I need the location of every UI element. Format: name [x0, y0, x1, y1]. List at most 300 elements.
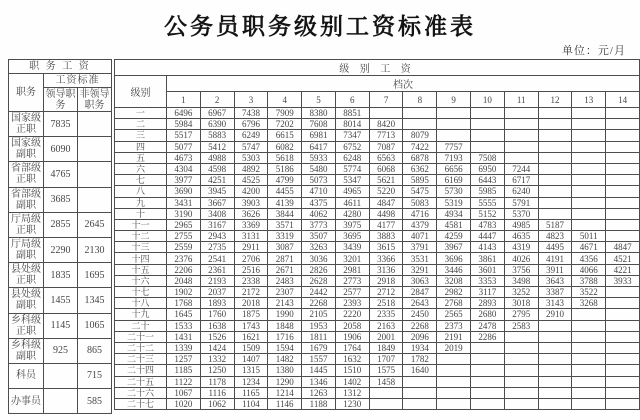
salary-value-cell: 7438 — [234, 108, 268, 119]
salary-value-cell — [538, 119, 572, 130]
salary-value-cell: 4598 — [200, 163, 234, 174]
salary-value-cell: 2373 — [437, 320, 471, 331]
salary-value-cell: 5083 — [403, 197, 437, 208]
leader-salary-cell: 7835 — [44, 112, 78, 137]
salary-value-cell: 3696 — [437, 253, 471, 264]
grade-label-cell: 十五 — [115, 264, 167, 275]
salary-value-cell: 3903 — [234, 197, 268, 208]
salary-value-cell: 2001 — [369, 331, 403, 342]
grade-label-cell: 二十三 — [115, 354, 167, 365]
salary-value-cell: 4892 — [234, 163, 268, 174]
salary-value-cell: 5480 — [302, 163, 336, 174]
salary-value-cell — [437, 365, 471, 376]
position-row — [9, 288, 112, 313]
position-name-cell: 办事员 — [9, 389, 44, 414]
salary-value-cell — [606, 130, 640, 141]
salary-value-cell: 2096 — [403, 331, 437, 342]
salary-value-cell: 2450 — [403, 309, 437, 320]
salary-value-cell: 1594 — [268, 342, 302, 353]
salary-value-cell: 2268 — [302, 298, 336, 309]
salary-value-cell — [471, 108, 505, 119]
salary-value-cell: 6878 — [403, 152, 437, 163]
col-header-standard: 工资标准 — [44, 74, 112, 88]
position-row — [9, 137, 112, 162]
salary-value-cell — [471, 398, 505, 409]
salary-value-cell: 4191 — [538, 253, 572, 264]
salary-value-cell — [606, 219, 640, 230]
salary-value-cell: 2768 — [437, 298, 471, 309]
salary-value-cell: 4379 — [403, 219, 437, 230]
tier-number-header: 5 — [302, 92, 336, 108]
salary-value-cell: 1315 — [234, 365, 268, 376]
salary-value-cell: 6496 — [167, 108, 201, 119]
salary-value-cell: 5730 — [437, 186, 471, 197]
salary-value-cell: 1146 — [268, 398, 302, 409]
position-table-body — [9, 112, 112, 414]
salary-value-cell: 5412 — [200, 141, 234, 152]
salary-value-cell: 2826 — [302, 264, 336, 275]
salary-value-cell: 1185 — [167, 365, 201, 376]
salary-value-cell: 1526 — [200, 331, 234, 342]
salary-value-cell — [504, 130, 538, 141]
salary-value-cell: 1332 — [200, 354, 234, 365]
salary-value-cell: 4304 — [167, 163, 201, 174]
salary-value-cell: 2541 — [200, 253, 234, 264]
salary-value-cell: 5303 — [234, 152, 268, 163]
salary-value-cell: 2206 — [167, 264, 201, 275]
salary-value-cell: 4635 — [504, 231, 538, 242]
nonleader-salary-cell: 585 — [78, 389, 112, 414]
salary-value-cell: 7202 — [268, 119, 302, 130]
salary-value-cell: 3522 — [572, 287, 606, 298]
salary-value-cell — [606, 298, 640, 309]
salary-value-cell: 5895 — [403, 175, 437, 186]
salary-value-cell: 5517 — [167, 130, 201, 141]
salary-value-cell: 1122 — [167, 376, 201, 387]
salary-value-cell — [572, 175, 606, 186]
salary-value-cell — [572, 208, 606, 219]
position-name-cell: 厅局级副职 — [9, 237, 44, 262]
position-name-cell: 乡科级正职 — [9, 313, 44, 338]
salary-value-cell: 4611 — [335, 197, 369, 208]
salary-value-cell: 2559 — [167, 242, 201, 253]
salary-value-cell: 1679 — [302, 342, 336, 353]
grade-label-cell: 十七 — [115, 287, 167, 298]
nonleader-salary-cell — [78, 187, 112, 212]
salary-value-cell: 2105 — [302, 309, 336, 320]
position-name-cell: 县处级正职 — [9, 263, 44, 288]
salary-value-cell: 2048 — [167, 275, 201, 286]
salary-value-cell: 1458 — [369, 376, 403, 387]
grade-label-cell: 九 — [115, 197, 167, 208]
salary-value-cell: 2847 — [403, 287, 437, 298]
salary-value-cell — [606, 309, 640, 320]
salary-value-cell: 3036 — [302, 253, 336, 264]
salary-value-cell — [504, 387, 538, 398]
salary-value-cell: 4200 — [234, 186, 268, 197]
salary-value-cell: 4521 — [606, 253, 640, 264]
salary-value-cell — [606, 119, 640, 130]
leader-salary-cell — [44, 389, 78, 414]
salary-value-cell: 1290 — [268, 376, 302, 387]
salary-value-cell — [504, 365, 538, 376]
salary-value-cell: 5618 — [268, 152, 302, 163]
nonleader-salary-cell — [78, 112, 112, 137]
tier-number-header: 13 — [572, 92, 606, 108]
grade-row — [115, 163, 640, 174]
salary-value-cell — [538, 376, 572, 387]
salary-value-cell — [606, 231, 640, 242]
salary-value-cell — [471, 354, 505, 365]
salary-value-cell: 1533 — [167, 320, 201, 331]
tier-number-header: 8 — [403, 92, 437, 108]
salary-value-cell: 4062 — [302, 208, 336, 219]
salary-value-cell: 5933 — [302, 152, 336, 163]
salary-value-cell: 1906 — [335, 331, 369, 342]
salary-value-cell: 1116 — [200, 387, 234, 398]
salary-value-cell — [437, 119, 471, 130]
nonleader-salary-cell: 1065 — [78, 313, 112, 338]
salary-value-cell: 3773 — [302, 219, 336, 230]
salary-value-cell: 5347 — [335, 175, 369, 186]
salary-value-cell: 1849 — [369, 342, 403, 353]
salary-value-cell: 1638 — [200, 320, 234, 331]
grade-row — [115, 287, 640, 298]
salary-value-cell: 4525 — [234, 175, 268, 186]
nonleader-salary-cell: 865 — [78, 338, 112, 363]
salary-value-cell: 4934 — [437, 208, 471, 219]
salary-value-cell: 6656 — [437, 163, 471, 174]
nonleader-salary-cell: 1695 — [78, 263, 112, 288]
salary-value-cell: 5475 — [403, 186, 437, 197]
grade-label-cell: 四 — [115, 141, 167, 152]
position-row — [9, 237, 112, 262]
salary-value-cell: 5186 — [268, 163, 302, 174]
salary-value-cell — [572, 130, 606, 141]
salary-value-cell: 5747 — [234, 141, 268, 152]
salary-value-cell: 3531 — [403, 253, 437, 264]
grade-row — [115, 219, 640, 230]
salary-value-cell: 1257 — [167, 354, 201, 365]
salary-value-cell: 3975 — [335, 219, 369, 230]
grade-row — [115, 186, 640, 197]
salary-value-cell: 4783 — [471, 219, 505, 230]
salary-value-cell: 2981 — [335, 264, 369, 275]
salary-value-cell: 2577 — [335, 287, 369, 298]
salary-value-cell: 2442 — [302, 287, 336, 298]
salary-value-cell: 1234 — [234, 376, 268, 387]
salary-value-cell — [504, 141, 538, 152]
position-name-cell: 乡科级副职 — [9, 338, 44, 363]
grade-salary-table — [114, 59, 640, 410]
salary-value-cell: 5187 — [538, 219, 572, 230]
salary-value-cell — [538, 130, 572, 141]
salary-value-cell: 6390 — [200, 119, 234, 130]
grade-row — [115, 365, 640, 376]
grade-label-cell: 二十 — [115, 320, 167, 331]
salary-value-cell: 8014 — [335, 119, 369, 130]
nonleader-salary-cell: 2130 — [78, 237, 112, 262]
salary-value-cell — [606, 320, 640, 331]
position-row — [9, 212, 112, 237]
salary-value-cell: 2871 — [268, 253, 302, 264]
salary-value-cell: 1263 — [302, 387, 336, 398]
salary-value-cell — [369, 108, 403, 119]
salary-value-cell — [606, 387, 640, 398]
grade-row — [115, 309, 640, 320]
salary-value-cell: 5011 — [572, 231, 606, 242]
salary-value-cell — [606, 141, 640, 152]
position-salary-table — [8, 59, 112, 414]
salary-value-cell: 5370 — [504, 208, 538, 219]
salary-value-cell: 3861 — [471, 253, 505, 264]
salary-value-cell: 2018 — [234, 298, 268, 309]
salary-value-cell: 6967 — [200, 108, 234, 119]
salary-value-cell: 2268 — [403, 320, 437, 331]
salary-value-cell: 6082 — [268, 141, 302, 152]
salary-value-cell: 3844 — [268, 208, 302, 219]
salary-value-cell: 2643 — [403, 298, 437, 309]
salary-value-cell: 3263 — [302, 242, 336, 253]
salary-value-cell: 2338 — [234, 275, 268, 286]
salary-value-cell: 7193 — [437, 152, 471, 163]
position-row — [9, 162, 112, 187]
salary-value-cell: 1575 — [369, 365, 403, 376]
tier-number-header: 4 — [268, 92, 302, 108]
salary-value-cell — [538, 320, 572, 331]
grade-row — [115, 320, 640, 331]
salary-value-cell: 4823 — [538, 231, 572, 242]
grade-label-cell: 二十二 — [115, 342, 167, 353]
salary-value-cell: 3571 — [268, 219, 302, 230]
grade-table-header: 级 别 工 资 — [115, 60, 640, 76]
salary-value-cell — [471, 130, 505, 141]
salary-value-cell: 3498 — [504, 275, 538, 286]
salary-value-cell: 3667 — [200, 197, 234, 208]
salary-value-cell: 2943 — [200, 231, 234, 242]
nonleader-salary-cell: 715 — [78, 363, 112, 388]
salary-value-cell: 5883 — [200, 130, 234, 141]
grade-label-cell: 二十六 — [115, 387, 167, 398]
salary-value-cell — [538, 342, 572, 353]
grade-row — [115, 387, 640, 398]
salary-value-cell — [403, 376, 437, 387]
grade-label-cell: 一 — [115, 108, 167, 119]
salary-value-cell: 3933 — [606, 275, 640, 286]
salary-value-cell — [504, 376, 538, 387]
salary-value-cell: 3626 — [234, 208, 268, 219]
salary-value-cell: 2361 — [200, 264, 234, 275]
salary-value-cell — [538, 354, 572, 365]
salary-value-cell: 1621 — [234, 331, 268, 342]
grade-row — [115, 275, 640, 286]
salary-value-cell: 2193 — [200, 275, 234, 286]
salary-value-cell: 1402 — [335, 376, 369, 387]
salary-value-cell: 3201 — [335, 253, 369, 264]
salary-value-cell: 6248 — [335, 152, 369, 163]
salary-value-cell: 3408 — [200, 208, 234, 219]
grade-label-cell: 二十一 — [115, 331, 167, 342]
salary-value-cell: 4066 — [572, 264, 606, 275]
grade-label-cell: 二十七 — [115, 398, 167, 409]
salary-value-cell — [403, 108, 437, 119]
salary-value-cell: 4447 — [471, 231, 505, 242]
salary-value-cell: 5555 — [471, 197, 505, 208]
grade-table-body — [115, 108, 640, 410]
salary-value-cell: 3268 — [572, 298, 606, 309]
position-name-cell: 省部级副职 — [9, 187, 44, 212]
grade-row — [115, 376, 640, 387]
salary-value-cell: 7608 — [302, 119, 336, 130]
salary-value-cell — [606, 197, 640, 208]
salary-value-cell: 1407 — [234, 354, 268, 365]
position-row — [9, 363, 112, 388]
salary-value-cell: 1380 — [268, 365, 302, 376]
salary-value-cell: 2680 — [471, 309, 505, 320]
salary-value-cell: 4710 — [302, 186, 336, 197]
salary-value-cell: 2307 — [268, 287, 302, 298]
salary-value-cell: 6240 — [504, 186, 538, 197]
salary-value-cell: 1875 — [234, 309, 268, 320]
grade-row — [115, 152, 640, 163]
salary-value-cell: 8079 — [403, 130, 437, 141]
leader-salary-cell: 2855 — [44, 212, 78, 237]
salary-value-cell: 4498 — [369, 208, 403, 219]
salary-value-cell: 2795 — [504, 309, 538, 320]
leader-salary-cell: 2290 — [44, 237, 78, 262]
salary-value-cell: 2712 — [369, 287, 403, 298]
salary-value-cell — [504, 152, 538, 163]
col-header-tier: 档次 — [167, 76, 640, 92]
salary-value-cell: 7713 — [369, 130, 403, 141]
salary-value-cell — [403, 119, 437, 130]
salary-value-cell: 1782 — [403, 354, 437, 365]
grade-label-cell: 十二 — [115, 231, 167, 242]
salary-value-cell: 3291 — [403, 264, 437, 275]
salary-value-cell: 5621 — [369, 175, 403, 186]
grade-row — [115, 231, 640, 242]
salary-value-cell: 2893 — [471, 298, 505, 309]
grade-label-cell: 五 — [115, 152, 167, 163]
salary-value-cell: 3319 — [268, 231, 302, 242]
salary-value-cell — [538, 163, 572, 174]
col-header-leader: 领导职务 — [45, 88, 76, 111]
tier-number-header: 7 — [369, 92, 403, 108]
salary-value-cell: 3446 — [437, 264, 471, 275]
salary-value-cell: 2918 — [369, 275, 403, 286]
salary-value-cell: 2376 — [167, 253, 201, 264]
leader-salary-cell: 1145 — [44, 313, 78, 338]
position-name-cell: 县处级副职 — [9, 288, 44, 313]
grade-label-cell: 七 — [115, 175, 167, 186]
salary-value-cell: 3167 — [200, 219, 234, 230]
salary-value-cell: 4988 — [200, 152, 234, 163]
salary-value-cell: 4280 — [335, 208, 369, 219]
salary-value-cell: 3063 — [403, 275, 437, 286]
salary-value-cell: 7757 — [437, 141, 471, 152]
salary-value-cell: 5319 — [437, 197, 471, 208]
salary-value-cell: 4847 — [606, 242, 640, 253]
salary-value-cell: 6068 — [369, 163, 403, 174]
salary-value-cell: 2910 — [538, 309, 572, 320]
salary-value-cell: 3601 — [471, 264, 505, 275]
salary-value-cell — [538, 141, 572, 152]
salary-value-cell: 4177 — [369, 219, 403, 230]
salary-value-cell: 2982 — [437, 287, 471, 298]
position-name-cell: 国家级副职 — [9, 137, 44, 162]
salary-value-cell — [572, 219, 606, 230]
salary-value-cell: 3911 — [538, 264, 572, 275]
salary-value-cell: 3690 — [167, 186, 201, 197]
salary-value-cell: 5077 — [167, 141, 201, 152]
salary-value-cell: 1990 — [268, 309, 302, 320]
grade-row — [115, 130, 640, 141]
tier-number-header: 2 — [200, 92, 234, 108]
salary-value-cell: 1214 — [268, 387, 302, 398]
tier-number-header: 6 — [335, 92, 369, 108]
salary-value-cell: 4319 — [504, 242, 538, 253]
salary-value-cell — [471, 365, 505, 376]
page-title: 公务员职务级别工资标准表 — [164, 14, 476, 39]
salary-value-cell: 1716 — [268, 331, 302, 342]
leader-salary-cell: 1455 — [44, 288, 78, 313]
salary-value-cell: 3507 — [302, 231, 336, 242]
salary-value-cell: 1848 — [268, 320, 302, 331]
salary-value-cell: 3190 — [167, 208, 201, 219]
position-row — [9, 389, 112, 414]
salary-value-cell: 3252 — [504, 287, 538, 298]
salary-value-cell — [437, 376, 471, 387]
salary-value-cell: 4799 — [268, 175, 302, 186]
salary-value-cell — [606, 365, 640, 376]
salary-value-cell: 4495 — [538, 242, 572, 253]
salary-value-cell — [606, 175, 640, 186]
grade-label-cell: 十一 — [115, 219, 167, 230]
tier-number-header: 1 — [167, 92, 201, 108]
salary-value-cell: 6615 — [268, 130, 302, 141]
salary-value-cell: 1953 — [302, 320, 336, 331]
salary-value-cell: 3695 — [335, 231, 369, 242]
position-name-cell: 厅局级正职 — [9, 212, 44, 237]
position-row — [9, 263, 112, 288]
salary-value-cell — [471, 376, 505, 387]
salary-value-cell — [471, 342, 505, 353]
salary-value-cell — [606, 108, 640, 119]
grade-label-cell: 十 — [115, 208, 167, 219]
salary-value-cell: 6717 — [504, 175, 538, 186]
salary-value-cell: 1188 — [302, 398, 336, 409]
salary-value-cell — [572, 387, 606, 398]
salary-value-cell: 5073 — [302, 175, 336, 186]
salary-value-cell: 1632 — [335, 354, 369, 365]
salary-value-cell: 1178 — [200, 376, 234, 387]
salary-value-cell — [437, 387, 471, 398]
tier-number-header: 3 — [234, 92, 268, 108]
salary-value-cell — [538, 152, 572, 163]
salary-value-cell: 5791 — [504, 197, 538, 208]
salary-value-cell: 1062 — [200, 398, 234, 409]
tier-number-header: 10 — [471, 92, 505, 108]
salary-value-cell: 2143 — [268, 298, 302, 309]
salary-value-cell: 2911 — [234, 242, 268, 253]
salary-value-cell — [606, 287, 640, 298]
salary-value-cell: 2286 — [471, 331, 505, 342]
col-header-nonleader: 非领导职务 — [78, 88, 112, 112]
salary-value-cell — [369, 398, 403, 409]
grade-row — [115, 253, 640, 264]
salary-value-cell: 1482 — [268, 354, 302, 365]
tier-number-header: 11 — [504, 92, 538, 108]
